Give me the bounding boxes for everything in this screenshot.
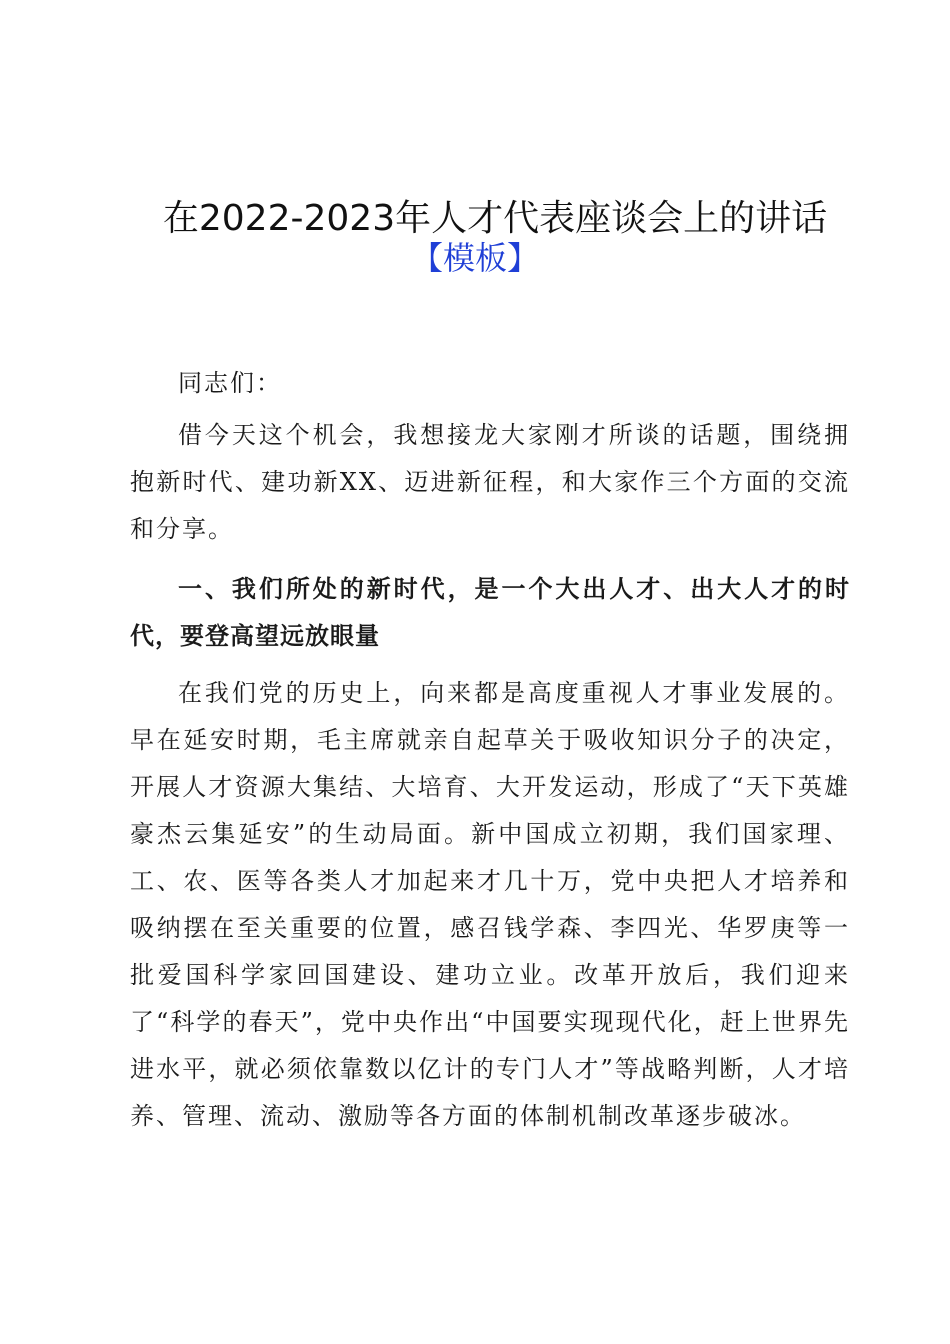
- section-heading-1: 一、我们所处的新时代，是一个大出人才、出大人才的时代，要登高望远放眼量: [130, 575, 850, 650]
- document-title-tag: 【模板】: [410, 239, 539, 277]
- intro-paragraph: 借今天这个机会，我想接龙大家刚才所谈的话题，围绕拥抱新时代、建功新XX、迈进新征程，和大家作三个方面的交流和分享。: [130, 421, 850, 543]
- document-title: 在2022-2023年人才代表座谈会上的讲话: [162, 198, 828, 239]
- body-paragraph-1: 在我们党的历史上，向来都是高度重视人才事业发展的。早在延安时期，毛主席就亲自起草关于吸收知识分子的决定，开展人才资源大集结、大培育、大开发运动，形成了“天下英雄豪杰云集延安”的生动局面。新中国成立初期，我们国家理、工、农、医等各类人才加起来才几十万，党中央把人才培养和吸纳摆在至关重要的位置，感召钱学森、李四光、华罗庚等一批爱国科学家回国建设、建功立业。改革开放后，我们迎来了“科学的春天”，党中央作出“中国要实现现代化，赶上世界先进水平，就必须依靠数以亿计的专门人才”等战略判断，人才培养、管理、流动、激励等各方面的体制机制改革逐步破冰。: [130, 679, 850, 1130]
- salutation: 同志们：: [178, 369, 282, 397]
